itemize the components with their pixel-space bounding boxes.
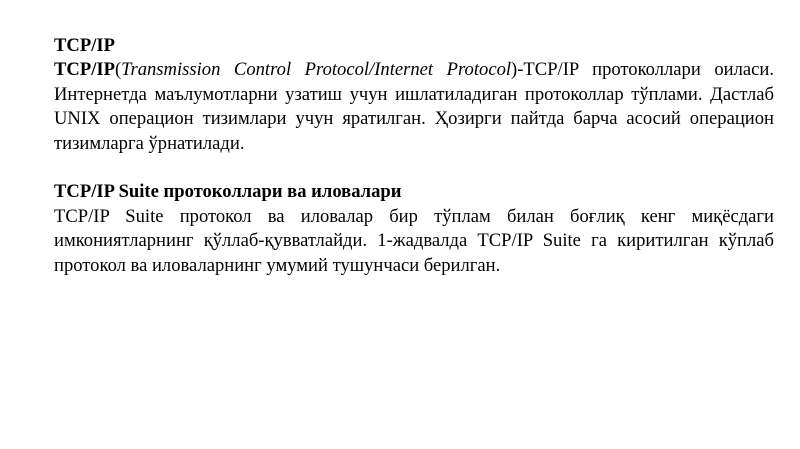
tcpip-description-text: )-TCP/IP протоколлари оиласи. Интернетда маълумотларни узатиш учун ишлатиладиган протоколлар тўплами. Дастлаб UNIX операцион тизимлари учун яратилган. Ҳозирги пайтда барча асосий операцион тизимларга ўрнатилади.	[54, 59, 774, 154]
suite-description-paragraph: TCP/IP Suite протокол ва иловалар бир тўплам билан боғлиқ кенг миқёсдаги имкониятларнинг қўллаб-қувватлайди. 1-жадвалда TCP/IP Suite га киритилган кўплаб протокол ва иловаларнинг умумий тушунчаси берилган.	[54, 205, 774, 276]
document-body	[54, 34, 774, 278]
open-paren: (	[114, 59, 122, 81]
tcpip-expansion: Transmission Control Protocol/Internet Protocol	[121, 59, 512, 81]
paragraph-spacer	[54, 156, 774, 180]
tcpip-description-paragraph	[54, 58, 774, 156]
tcpip-term: TCP/IP	[54, 59, 115, 81]
section-heading-suite: TCP/IP Suite протоколлари ва иловалари	[54, 181, 402, 203]
section-heading-tcpip: TCP/IP	[54, 35, 115, 56]
